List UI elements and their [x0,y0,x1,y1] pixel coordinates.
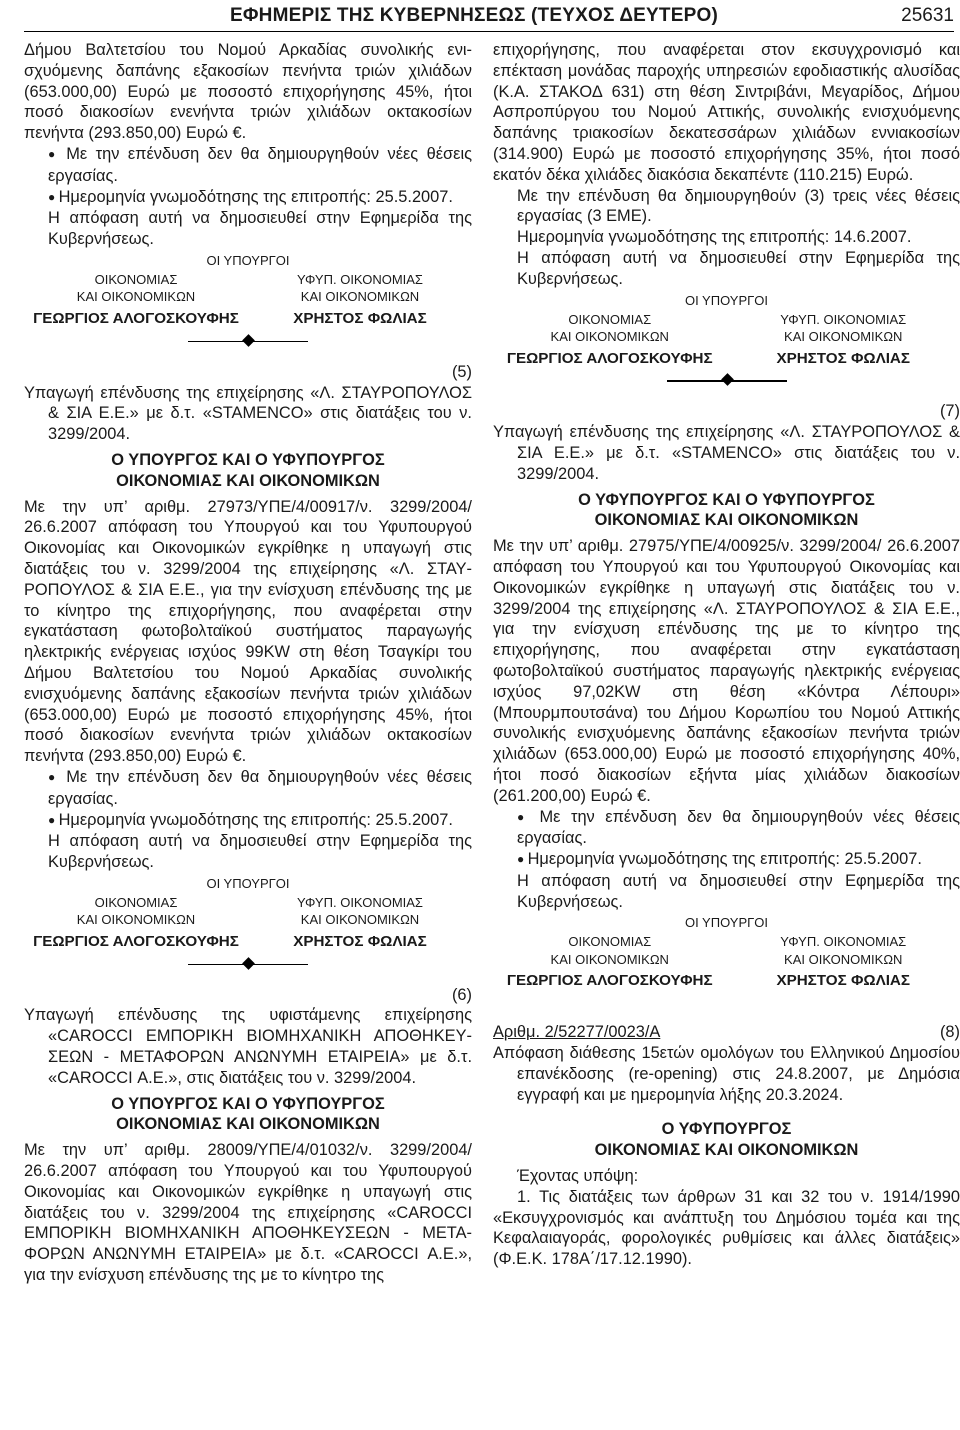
decision-body: Με την υπ’ αριθμ. 27973/ΥΠΕ/4/00917/ν. 3299/2004/ 26.6.2007 απόφαση του Υπουργού και του Υφυπουργού Οικονομίας και Οικονομικών εγκρίθηκε η υπαγωγή στις διατάξεις του ν. 3299/2004 της επιχείρησης «Λ. ΣΤΑΥΡΟΠΟΥΛΟΣ & ΣΙΑ Ε.Ε., για την ενίσχυση επένδυσης της με το κίνητρο της επιχορήγησης, που αναφέρεται στην εγκατάσταση φωτοβολταϊκού συστήματος παραγωγής ηλεκτρικής ενέργειας ισχύος 99KW στη θέση Τσαγκίρι του Δήμου Βαλτετσίου του Νομού Αρκαδίας συνολικής ενισχυόμενης δαπάνης εξακοσίων πενήντα τριών χιλιάδων (653.000,00) Ευρώ με ποσοστό επιχορήγησης 45%, ήτοι ποσό διακοσίων ενενήντα τριών χιλιάδων οκτακοσίων πενήντα (293.850,00) Ευρώ €. [24,497,472,766]
signature-block [24,251,472,330]
signatory-name: ΓΕΩΡΓΙΟΣ ΑΛΟΓΟΣΚΟΥΦΗΣ [506,972,713,990]
decision-number: (8) [939,1023,960,1042]
authority-heading: ΟΙΚΟΝΟΜΙΑΣ ΚΑΙ ΟΙΚΟΝΟΜΙΚΩΝ [594,1141,859,1160]
decision-title: Υπαγωγή επένδυσης της υφιστάμενης επιχείρησης «CAROCCI ΕΜΠΟΡΙΚΗ ΒΙΟΜΗΧΑΝΙΚΗ ΑΠΟΘΗΚΕΥΣΕΩΝ - ΜΕΤΑΦΟΡΩΝ ΑΝΩΝΥΜΗ ΕΤΑΙΡΕΙΑ» με δ.τ. «CAROCCI Α.Ε.», στις διατάξεις του ν. 3299/2004. [24,1006,472,1087]
date-paragraph: Ημερομηνία γνωμοδότησης της επιτροπής: 14.6.2007. [517,228,912,247]
authority-heading: ΟΙΚΟΝΟΜΙΑΣ ΚΑΙ ΟΙΚΟΝΟΜΙΚΩΝ [116,1115,380,1134]
date-bullet: ● Ημερομηνία γνωμοδότησης της επιτροπής: 25.5.2007. [493,849,960,871]
signatory-role: ΚΑΙ ΟΙΚΟΝΟΜΙΚΩΝ [76,912,196,928]
jobs-bullet: ● Με την επένδυση δεν θα δημιουργηθούν νέες θέσεις εργασίας. [24,767,472,810]
signatory-name: ΓΕΩΡΓΙΟΣ ΑΛΟΓΟΣΚΟΥΦΗΣ [33,309,239,327]
signatory-role: ΟΙΚΟΝΟΜΙΑΣ [568,311,652,327]
signatory-role: ΚΑΙ ΟΙΚΟΝΟΜΙΚΩΝ [300,912,420,928]
gazette-title: ΕΦΗΜΕΡΙΣ ΤΗΣ ΚΥΒΕΡΝΗΣΕΩΣ (ΤΕΥΧΟΣ ΔΕΥΤΕΡΟ) [230,5,718,26]
publish-paragraph: Η απόφαση αυτή να δημοσιευθεί στην Εφημερίδα της Κυβερνήσεως. [517,871,960,911]
having-regard-label: Έχοντας υπόψη: [517,1167,639,1186]
signature-block [493,913,960,992]
authority-heading: ΟΙΚΟΝΟΜΙΑΣ ΚΑΙ ΟΙΚΟΝΟΜΙΚΩΝ [594,511,859,530]
decision-title: Απόφαση διάθεσης 15ετών ομολόγων του Ελληνικού Δημοσίου επανέκδοσης (re-opening) στις 24.8.2007, με Δημόσια εγγραφή και με ημερομηνία λήξης 20.3.2024. [493,1044,960,1104]
left-column [24,40,472,1286]
signatory-role: ΚΑΙ ΟΙΚΟΝΟΜΙΚΩΝ [784,951,903,967]
authority-heading: Ο ΥΠΟΥΡΓΟΣ ΚΑΙ Ο ΥΦΥΠΟΥΡΓΟΣ [111,450,385,469]
signatory-role: ΚΑΙ ΟΙΚΟΝΟΜΙΚΩΝ [784,329,903,345]
decision-number: (7) [939,402,960,421]
signatory-role: ΟΙΚΟΝΟΜΙΑΣ [94,271,178,287]
signatory-name: ΓΕΩΡΓΙΟΣ ΑΛΟΓΟΣΚΟΥΦΗΣ [506,349,713,367]
decision-reference: Αριθμ. 2/52277/0023/Α [493,1023,661,1042]
publish-paragraph: Η απόφαση αυτή να δημοσιευθεί στην Εφημερίδα της Κυβερνήσεως. [517,248,960,288]
decision-body: Με την υπ’ αριθμ. 28009/ΥΠΕ/4/01032/ν. 3299/2004/ 26.6.2007 απόφαση του Υπουργού και του Υφυπουργού Οικονομίας και Οικονομικών εγκρίθηκε η υπαγωγή στις διατάξεις του ν. 3299/2004 της επιχείρησης «CAROCCI ΕΜΠΟΡΙΚΗ ΒΙΟΜΗΧΑΝΙΚΗ ΑΠΟΘΗΚΕΥΣΕΩΝ - ΜΕΤΑΦΟΡΩΝ ΑΝΩΝΥΜΗ ΕΤΑΙΡΕΙΑ» με δ.τ. «CAROCCI Α.Ε.», για την ενίσχυση επένδυσης της με το κίνητρο της [24,1141,472,1285]
signatory-role: ΥΦΥΠ. ΟΙΚΟΝΟΜΙΑΣ [780,311,907,327]
signatory-role: ΚΑΙ ΟΙΚΟΝΟΜΙΚΩΝ [76,289,196,305]
paragraph: επιχορήγησης, που αναφέρεται στον εκσυγχρονισμό και επέκταση μονάδας παροχής υπηρεσιών εφοδιαστικής αλυσίδας (Κ.Α. ΣΤΑΚΟΔ 631) στη θέση Σιντριβάνι, Μεγαρίδος, Δήμου Ασπροπύργου του Νομού Αττικής, συνολικής ενισχυόμενης δαπάνης τριακοσίων δεκατεσσάρων χιλιάδων εννιακοσίων (314.900) Ευρώ με ποσοστό επιχορήγησης 35%, ήτοι ποσό εκατόν δέκα χιλιάδες διακόσια δεκαπέντε (110.215) Ευρώ. [493,41,960,184]
signatory-role: ΥΦΥΠ. ΟΙΚΟΝΟΜΙΑΣ [780,934,907,950]
paragraph: Δήμου Βαλτετσίου του Νομού Αρκαδίας συνολικής ενισχυόμενης δαπάνης εξακοσίων πενήντα τριών χιλιάδων (653.000,00) Ευρώ με ποσοστό επιχορήγησης 45%, ήτοι ποσό διακοσίων ενενήντα τριών χιλιάδων οκτακοσίων πενήντα (293.850,00) Ευρώ €. [24,41,472,143]
date-bullet: ● Ημερομηνία γνωμοδότησης της επιτροπής: 25.5.2007. [24,810,472,832]
authority-heading: Ο ΥΦΥΠΟΥΡΓΟΣ [661,1120,792,1139]
signatory-role: ΟΙΚΟΝΟΜΙΑΣ [94,894,178,910]
signatory-role: ΥΦΥΠ. ΟΙΚΟΝΟΜΙΑΣ [297,271,423,287]
section-divider [24,330,472,354]
signature-title: ΟΙ ΥΠΟΥΡΓΟΙ [206,875,290,891]
page-number: 25631 [901,5,954,26]
signatory-name: ΧΡΗΣΤΟΣ ΦΩΛΙΑΣ [293,309,427,327]
signatory-role: ΥΦΥΠ. ΟΙΚΟΝΟΜΙΑΣ [297,894,423,910]
jobs-bullet: ● Με την επένδυση δεν θα δημιουργηθούν νέες θέσεις εργασίας. [493,807,960,850]
legal-item: 1. Τις διατάξεις των άρθρων 31 και 32 του ν. 1914/1990 «Εκσυγχρονισμός και ανάπτυξη του Δημόσιου τομέα και της Κεφαλαιαγοράς, φορολογικές ρυθμίσεις και άλλες διατάξεις» (Φ.Ε.Κ. 178Α΄/17.12.1990). [493,1187,960,1269]
decision-title: Υπαγωγή επένδυσης της επιχείρησης «Λ. ΣΤΑΥΡΟΠΟΥΛΟΣ & ΣΙΑ Ε.Ε.» με δ.τ. «STAMENCO» στις διατάξεις του ν. 3299/2004. [24,383,472,444]
decision-title: Υπαγωγή επένδυσης της επιχείρησης «Λ. ΣΤΑΥΡΟΠΟΥΛΟΣ & ΣΙΑ Ε.Ε.» με δ.τ. «STAMENCO» στις διατάξεις του ν. 3299/2004. [493,423,960,483]
section-divider [24,953,472,977]
diamond-icon [242,957,255,970]
decision-number: (5) [451,362,472,381]
signatory-name: ΓΕΩΡΓΙΟΣ ΑΛΟΓΟΣΚΟΥΦΗΣ [33,932,239,950]
jobs-bullet: ● Με την επένδυση δεν θα δημιουργηθούν νέες θέσεις εργασίας. [24,144,472,187]
signatory-role: ΚΑΙ ΟΙΚΟΝΟΜΙΚΩΝ [550,951,669,967]
signature-title: ΟΙ ΥΠΟΥΡΓΟΙ [684,292,769,308]
signatory-name: ΧΡΗΣΤΟΣ ΦΩΛΙΑΣ [776,972,911,990]
authority-heading: ΟΙΚΟΝΟΜΙΑΣ ΚΑΙ ΟΙΚΟΝΟΜΙΚΩΝ [116,471,380,490]
decision-number: (6) [451,985,472,1004]
authority-heading: Ο ΥΠΟΥΡΓΟΣ ΚΑΙ Ο ΥΦΥΠΟΥΡΓΟΣ [111,1094,385,1113]
decision-body: Με την υπ’ αριθμ. 27975/ΥΠΕ/4/00925/ν. 3299/2004/ 26.6.2007 απόφαση του Υπουργού και του Υφυπουργού Οικονομίας και Οικονομικών εγκρίθηκε η υπαγωγή στις διατάξεις του ν. 3299/2004 της επιχείρησης «Λ. ΣΤΑΥΡΟΠΟΥΛΟΣ & ΣΙΑ Ε.Ε., για την ενίσχυση επένδυσης της με το κίνητρο της επιχορήγησης, που αναφέρεται στην εγκατάσταση φωτοβολταϊκού συστήματος παραγωγής ηλεκτρικής ενέργειας ισχύος 97,02KW στη θέση «Κόντρα Λέπουρι» (Μπουρμπουτσάνα) του Δήμου Κορωπίου του Νομού Αττικής συνολικής ενισχυόμενης δαπάνης εξακοσίων πενήντα τριών χιλιάδων (653.000,00) Ευρώ με ποσοστό επιχορήγησης 40%, ήτοι ποσό διακοσίων εξήντα μίας χιλιάδων διακοσίων (261.200,00) Ευρώ €. [493,537,960,805]
publish-paragraph: Η απόφαση αυτή να δημοσιευθεί στην Εφημερίδα της Κυβερνήσεως. [48,209,472,249]
diamond-icon [721,373,734,386]
signatory-name: ΧΡΗΣΤΟΣ ΦΩΛΙΑΣ [776,349,911,367]
signature-title: ΟΙ ΥΠΟΥΡΓΟΙ [684,915,769,931]
publish-paragraph: Η απόφαση αυτή να δημοσιευθεί στην Εφημερίδα της Κυβερνήσεως. [48,832,472,872]
section-divider [493,369,960,393]
jobs-paragraph: Με την επένδυση θα δημιουργηθούν (3) τρεις νέες θέσεις εργασίας (3 ΕΜΕ). [517,186,960,226]
signatory-role: ΚΑΙ ΟΙΚΟΝΟΜΙΚΩΝ [300,289,420,305]
authority-heading: Ο ΥΦΥΠΟΥΡΓΟΣ ΚΑΙ Ο ΥΦΥΠΟΥΡΓΟΣ [578,490,875,509]
date-bullet: ● Ημερομηνία γνωμοδότησης της επιτροπής: 25.5.2007. [24,187,472,209]
signatory-name: ΧΡΗΣΤΟΣ ΦΩΛΙΑΣ [293,932,427,950]
diamond-icon [242,334,255,347]
signatory-role: ΟΙΚΟΝΟΜΙΑΣ [568,934,652,950]
signature-title: ΟΙ ΥΠΟΥΡΓΟΙ [206,252,290,268]
page-header [24,5,954,32]
signatory-role: ΚΑΙ ΟΙΚΟΝΟΜΙΚΩΝ [550,329,669,345]
signature-block [493,291,960,370]
right-column [493,40,960,1270]
decision-header [493,1022,960,1043]
signature-block [24,874,472,953]
